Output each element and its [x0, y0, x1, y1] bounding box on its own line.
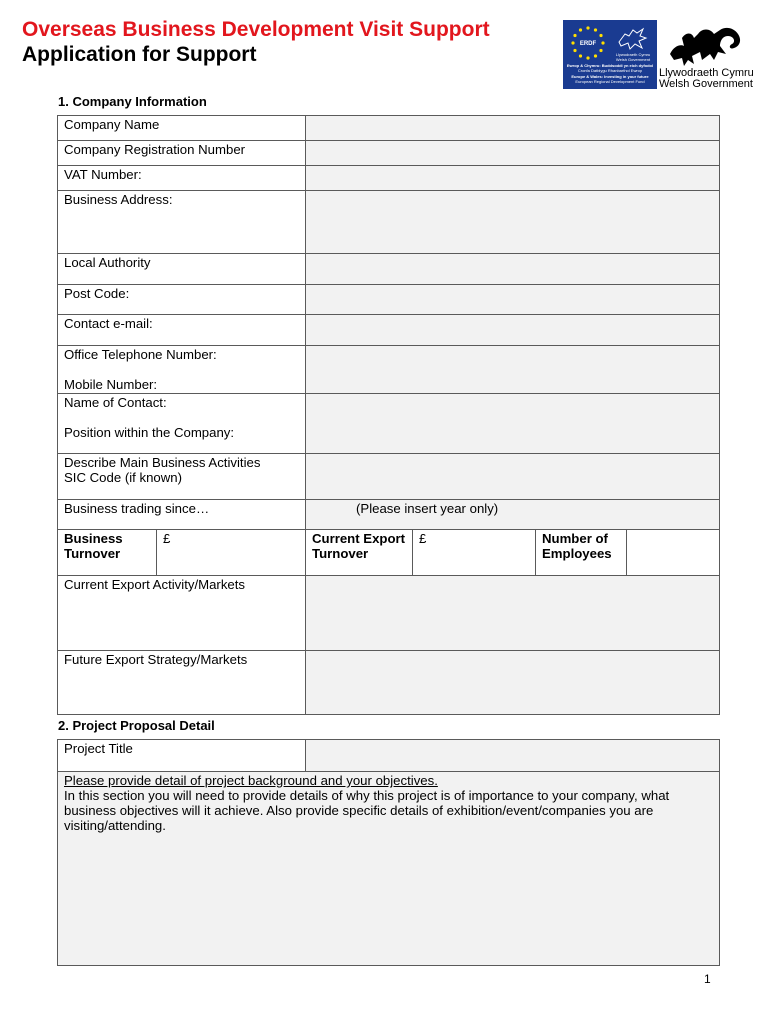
welsh-dragon-icon [613, 24, 651, 54]
contact-email-field[interactable] [306, 315, 720, 346]
business-activities-field[interactable] [306, 454, 720, 500]
post-code-label: Post Code: [58, 285, 306, 315]
business-address-label: Business Address: [58, 191, 306, 254]
erdf-line1: Ewrop & Chymru: Buddsoddi yn eich dyfodol [566, 63, 654, 68]
project-proposal-table [57, 739, 720, 966]
section-2-heading: 2. Project Proposal Detail [58, 718, 215, 733]
local-authority-label: Local Authority [58, 254, 306, 285]
currency-symbol: £ [163, 531, 171, 546]
business-activities-label: Describe Main Business Activities [64, 455, 261, 470]
activities-label-cell [58, 454, 306, 500]
contact-label-cell [58, 394, 306, 454]
number-of-employees-field[interactable] [627, 530, 720, 576]
eu-stars-icon [569, 24, 607, 62]
future-export-strategy-field[interactable] [306, 651, 720, 715]
current-export-activity-field[interactable] [306, 576, 720, 651]
currency-symbol: £ [419, 531, 427, 546]
future-export-strategy-label: Future Export Strategy/Markets [58, 651, 306, 715]
name-of-contact-label: Name of Contact: [64, 395, 167, 410]
trading-since-hint: (Please insert year only) [356, 501, 499, 516]
section-1-heading: 1. Company Information [58, 94, 207, 109]
erdf-line3: Europe & Wales: Investing in your future [571, 74, 649, 79]
project-title-label: Project Title [58, 740, 306, 772]
project-detail-field[interactable] [58, 772, 720, 966]
erdf-label: ERDF [579, 41, 597, 47]
trading-since-label: Business trading since… [58, 500, 306, 530]
page-number: 1 [704, 972, 711, 986]
project-detail-instructions: In this section you will need to provide details of why this project is of importance to your company, what business objectives will it achieve. Also provide specific details of exhibition/event/companies you are visiting/attending. [64, 788, 670, 833]
form-title: Overseas Business Development Visit Support [22, 18, 490, 41]
sic-code-label: SIC Code (if known) [64, 470, 182, 485]
registration-number-field[interactable] [306, 141, 720, 166]
registration-number-label: Company Registration Number [58, 141, 306, 166]
company-name-field[interactable] [306, 116, 720, 141]
trading-since-field[interactable] [306, 500, 720, 530]
vat-number-field[interactable] [306, 166, 720, 191]
vat-number-label: VAT Number: [58, 166, 306, 191]
post-code-field[interactable] [306, 285, 720, 315]
business-turnover-label: Business Turnover [58, 530, 157, 576]
business-address-field[interactable] [306, 191, 720, 254]
erdf-line4: European Regional Development Fund [575, 79, 645, 84]
erdf-welsh-gov: Llywodraeth Cymru Welsh Government [615, 52, 651, 62]
current-export-activity-label: Current Export Activity/Markets [58, 576, 306, 651]
company-information-table [57, 115, 720, 715]
company-name-label: Company Name [58, 116, 306, 141]
current-export-turnover-label: Current Export Turnover [306, 530, 413, 576]
project-title-field[interactable] [306, 740, 720, 772]
office-telephone-label: Office Telephone Number: [64, 347, 217, 362]
number-of-employees-label: Number of Employees [536, 530, 627, 576]
erdf-line2: Cronfa Datblygu Rhanbarthol Ewrop [577, 68, 643, 73]
local-authority-field[interactable] [306, 254, 720, 285]
mobile-number-label: Mobile Number: [64, 377, 158, 392]
contact-field[interactable] [306, 394, 720, 454]
erdf-logo [563, 20, 657, 89]
project-detail-heading: Please provide detail of project background and your objectives. [64, 773, 438, 788]
welsh-government-wordmark: Llywodraeth Cymru Welsh Government [659, 67, 754, 90]
welsh-government-dragon-icon [664, 24, 746, 72]
business-turnover-field[interactable] [157, 530, 306, 576]
position-label: Position within the Company: [64, 425, 235, 440]
contact-email-label: Contact e-mail: [58, 315, 306, 346]
telephone-field[interactable] [306, 346, 720, 394]
export-turnover-field[interactable] [413, 530, 536, 576]
telephone-label-cell [58, 346, 306, 394]
form-subtitle: Application for Support [22, 43, 257, 66]
